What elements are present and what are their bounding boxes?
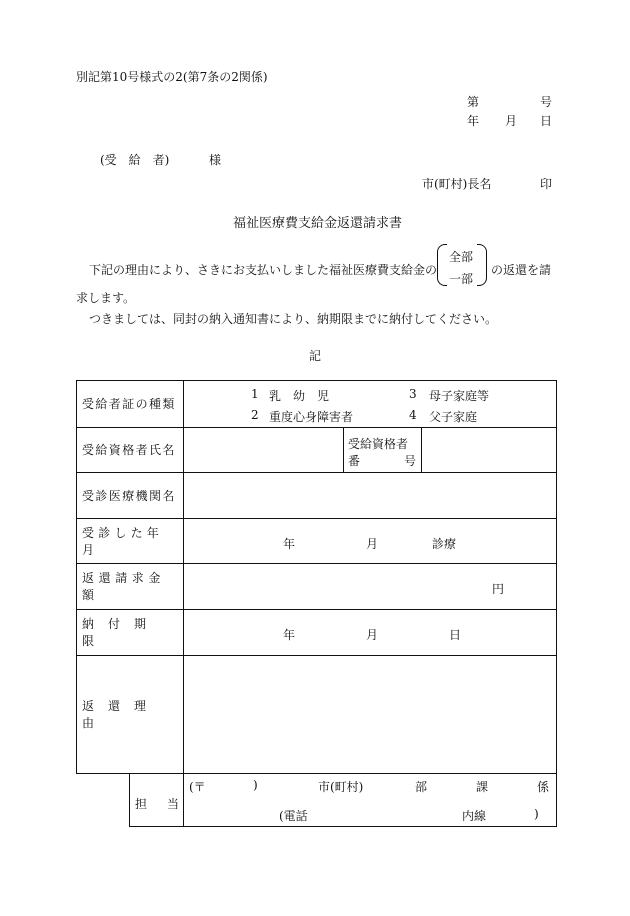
- row-label-refund-amount: [82, 563, 178, 609]
- row-label-text: 受給者証の種類: [82, 397, 176, 411]
- table-bottom-border: [76, 773, 557, 774]
- document-title: 福祉医療費支給金返還請求書: [233, 216, 403, 231]
- row-label-consultation-month: [82, 518, 178, 563]
- row-label-refund-reason: [82, 655, 178, 773]
- contact-left-border: [129, 773, 130, 827]
- postal-open: (〒: [189, 780, 206, 794]
- date-year: 年: [467, 114, 480, 128]
- doc-number-prefix: 第: [467, 95, 480, 109]
- row-label-medical-institution: [82, 472, 178, 518]
- card-type-4-number: 4: [409, 408, 417, 422]
- row-label-text: 受診医療機関名: [82, 488, 176, 503]
- contact-unit: 係: [537, 780, 550, 794]
- postal-close: ): [253, 778, 258, 792]
- date-month: 月: [505, 114, 518, 128]
- beneficiary-number-label-a: 番: [348, 454, 361, 468]
- contact-bottom-border: [129, 826, 557, 827]
- issuer-title: 市(町村)長名: [422, 177, 492, 191]
- recipient-honorific: 様: [209, 153, 222, 167]
- option-all: 全部: [449, 250, 474, 264]
- row-label-text: 受診した年月: [82, 525, 164, 557]
- phone-close: ): [534, 807, 539, 821]
- consultation-suffix: 診療: [432, 537, 457, 551]
- row-label-text: 返還請求金額: [82, 571, 166, 602]
- option-part: 一部: [449, 272, 474, 286]
- date-day: 日: [540, 114, 553, 128]
- card-type-2-label: 重度心身障害者: [269, 410, 354, 424]
- body-line2: つきましては、同封の納入通知書により、納期限までに納付してください。: [89, 312, 498, 326]
- contact-label-b: 当: [167, 797, 180, 811]
- consultation-month: 月: [366, 537, 379, 551]
- row-label-card-type: [82, 380, 178, 427]
- issuer-seal: 印: [540, 177, 553, 191]
- beneficiary-number-label: 受給資格者: [348, 437, 409, 451]
- card-type-1-number: 1: [251, 387, 259, 401]
- consultation-year: 年: [283, 537, 296, 551]
- contact-city: 市(町村): [318, 780, 364, 794]
- row-label-text: 返還理由: [82, 699, 161, 730]
- table-right-border: [556, 380, 557, 827]
- body-line1-end: 求します。: [76, 291, 136, 305]
- recipient-label: (受 給 者): [100, 153, 170, 167]
- contact-label-a: 担: [135, 797, 148, 811]
- form-number: 別記第10号様式の2(第7条の2関係): [76, 70, 268, 84]
- beneficiary-number-label-b: 号: [404, 454, 417, 468]
- row-label-beneficiary-name: [82, 427, 178, 472]
- refund-amount-unit: 円: [492, 582, 505, 596]
- contact-section: 課: [476, 780, 489, 794]
- row-label-text: 受給資格者氏名: [82, 443, 176, 457]
- card-type-2-number: 2: [251, 408, 259, 422]
- table-label-divider: [183, 380, 184, 827]
- doc-number-suffix: 号: [540, 95, 553, 109]
- deadline-day: 日: [449, 628, 462, 642]
- card-type-3-number: 3: [409, 387, 417, 401]
- deadline-year: 年: [283, 628, 296, 642]
- number-cell-left-border: [343, 427, 344, 473]
- phone-extension: 内線: [462, 809, 487, 823]
- table-left-border: [76, 380, 77, 774]
- row-label-payment-deadline: [82, 609, 178, 655]
- ki-marker: 記: [309, 349, 322, 363]
- phone-open: (電話: [279, 809, 308, 823]
- card-type-3-label: 母子家庭等: [429, 389, 490, 403]
- row-label-text: 納付期限: [82, 617, 161, 648]
- card-type-4-label: 父子家庭: [429, 410, 478, 424]
- contact-department: 部: [415, 780, 428, 794]
- body-line1-before: 下記の理由により、さきにお支払いしました福祉医療費支給金の: [89, 263, 438, 277]
- left-bracket: [437, 244, 447, 286]
- right-bracket: [477, 244, 487, 286]
- card-type-1-label: 乳 幼 児: [269, 389, 330, 403]
- deadline-month: 月: [366, 628, 379, 642]
- body-line1-after: の返還を請: [491, 263, 552, 277]
- number-cell-right-border: [421, 427, 422, 473]
